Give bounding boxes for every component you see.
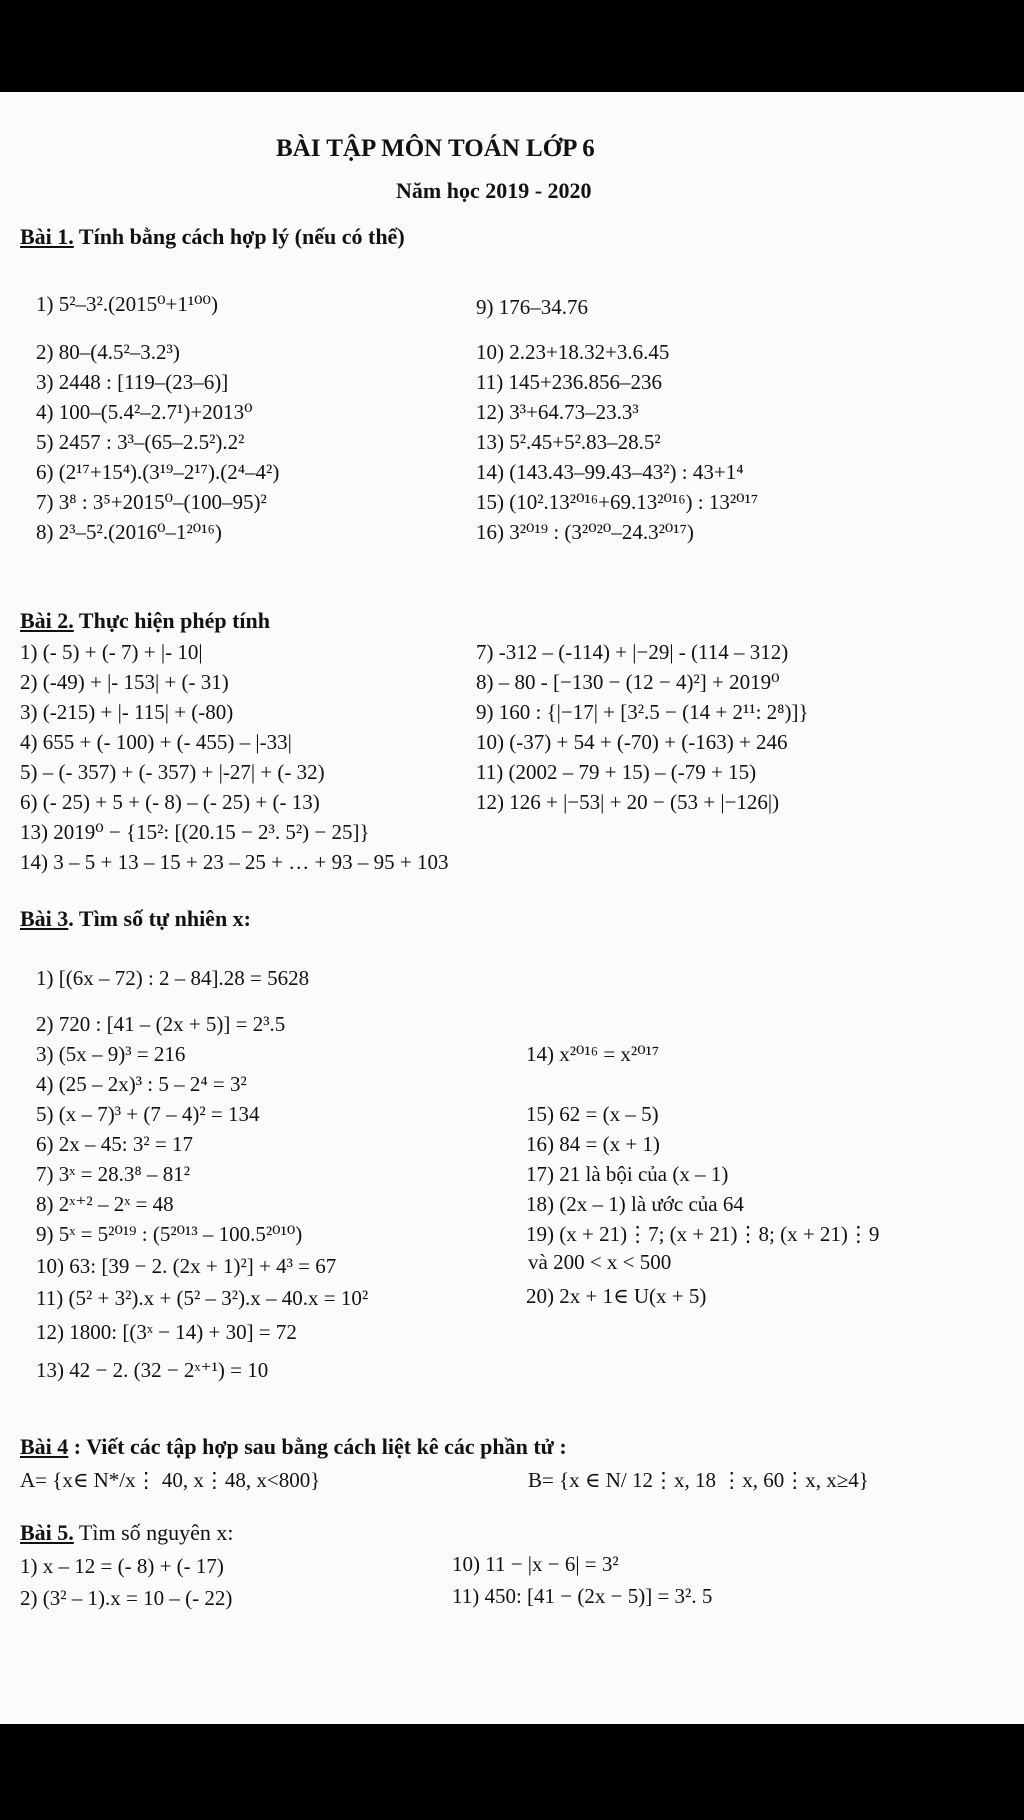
- bai3-item: 10) 63: [39 − 2. (2x + 1)²] + 4³ = 67: [36, 1254, 337, 1278]
- bai1-item: 10) 2.23+18.32+3.6.45: [476, 340, 670, 364]
- bai1-title: Tính bằng cách hợp lý (nếu có thể): [78, 224, 405, 249]
- bai3-item: 20) 2x + 1∈ U(x + 5): [526, 1284, 707, 1308]
- bai5-item: 2) (3² – 1).x = 10 – (- 22): [20, 1586, 233, 1610]
- page-title: BÀI TẬP MÔN TOÁN LỚP 6: [276, 135, 595, 162]
- bai5-title: Tìm số nguyên x:: [73, 1520, 234, 1545]
- bai3-item: 6) 2x – 45: 3² = 17: [36, 1132, 193, 1156]
- bai1-item: 12) 3³+64.73–23.3³: [476, 400, 639, 424]
- bai3-item: 14) x²⁰¹⁶ = x²⁰¹⁷: [526, 1042, 660, 1066]
- bai5-item: 10) 11 − |x − 6| = 3²: [452, 1552, 619, 1576]
- bai1-item: 5) 2457 : 3³–(65–2.5²).2²: [36, 430, 245, 454]
- bai1-item: 11) 145+236.856–236: [476, 370, 663, 394]
- bai3-title: . Tìm số tự nhiên x:: [68, 906, 252, 931]
- bai3-item: 7) 3ˣ = 28.3⁸ – 81²: [36, 1162, 191, 1186]
- bai3-item: 3) (5x – 9)³ = 216: [36, 1042, 186, 1066]
- bai2-item: 6) (- 25) + 5 + (- 8) – (- 25) + (- 13): [20, 790, 320, 814]
- bai2-item: 12) 126 + |−53| + 20 − (53 + |−126|): [476, 790, 780, 814]
- bai1-item: 8) 2³–5².(2016⁰–1²⁰¹⁶): [36, 520, 222, 544]
- bai1-item: 2) 80–(4.5²–3.2³): [36, 340, 180, 364]
- worksheet-page: [0, 92, 1024, 1724]
- bai2-item: 5) – (- 357) + (- 357) + |-27| + (- 32): [20, 760, 325, 784]
- bai3-item: 4) (25 – 2x)³ : 5 – 2⁴ = 3²: [36, 1072, 247, 1096]
- bai2-item: 4) 655 + (- 100) + (- 455) – |-33|: [20, 730, 292, 754]
- school-year: Năm học 2019 - 2020: [396, 178, 592, 203]
- bai2-item: 14) 3 – 5 + 13 – 15 + 23 – 25 + … + 93 – 95 + 103: [20, 850, 449, 874]
- bai2-item: 7) -312 – (-114) + |−29| - (114 – 312): [476, 640, 789, 664]
- bai3-item: 18) (2x – 1) là ước của 64: [526, 1192, 744, 1216]
- bai3-item: và 200 < x < 500: [528, 1250, 672, 1274]
- bai3-heading: [20, 908, 251, 930]
- bai1-item: 3) 2448 : [119–(23–6)]: [36, 370, 229, 394]
- bai2-label: Bài 2.: [20, 608, 74, 633]
- bai5-item: 1) x – 12 = (- 8) + (- 17): [20, 1554, 224, 1578]
- bai3-item: 19) (x + 21)⋮7; (x + 21)⋮8; (x + 21)⋮9: [526, 1222, 880, 1246]
- bai4-title: : Viết các tập hợp sau bằng cách liệt kê các phần tử :: [68, 1434, 567, 1459]
- bai1-label: Bài 1.: [20, 224, 74, 249]
- bai2-item: 10) (-37) + 54 + (-70) + (-163) + 246: [476, 730, 788, 754]
- bai1-item: 4) 100–(5.4²–2.7¹)+2013⁰: [36, 400, 253, 424]
- bai1-item: 9) 176–34.76: [476, 295, 588, 319]
- bai3-item: 17) 21 là bội của (x – 1): [526, 1162, 729, 1186]
- bai1-item: 7) 3⁸ : 3⁵+2015⁰–(100–95)²: [36, 490, 267, 514]
- bai5-label: Bài 5.: [20, 1520, 74, 1545]
- bai3-item: 9) 5ˣ = 5²⁰¹⁹ : (5²⁰¹³ – 100.5²⁰¹⁰): [36, 1222, 303, 1246]
- bai1-item: 1) 5²–3².(2015⁰+1¹⁰⁰): [36, 292, 218, 316]
- bai3-item: 8) 2ˣ⁺² – 2ˣ = 48: [36, 1192, 174, 1216]
- bai2-item: 11) (2002 – 79 + 15) – (-79 + 15): [476, 760, 757, 784]
- bai3-item: 5) (x – 7)³ + (7 – 4)² = 134: [36, 1102, 260, 1126]
- bai5-item: 11) 450: [41 − (2x − 5)] = 3². 5: [452, 1584, 713, 1608]
- bai2-item: 13) 2019⁰ − {15²: [(20.15 − 2³. 5²) − 25]}: [20, 820, 370, 844]
- bai5-heading: [20, 1522, 234, 1544]
- bai1-item: 16) 3²⁰¹⁹ : (3²⁰²⁰–24.3²⁰¹⁷): [476, 520, 694, 544]
- bai1-item: 15) (10².13²⁰¹⁶+69.13²⁰¹⁶) : 13²⁰¹⁷: [476, 490, 759, 514]
- bai1-item: 14) (143.43–99.43–43²) : 43+1⁴: [476, 460, 744, 484]
- bai1-item: 6) (2¹⁷+15⁴).(3¹⁹–2¹⁷).(2⁴–4²): [36, 460, 280, 484]
- bai2-item: 2) (-49) + |- 153| + (- 31): [20, 670, 229, 694]
- bai3-item: 16) 84 = (x + 1): [526, 1132, 660, 1156]
- bai2-item: 3) (-215) + |- 115| + (-80): [20, 700, 234, 724]
- bai2-title: Thực hiện phép tính: [78, 608, 271, 633]
- bai1-item: 13) 5².45+5².83–28.5²: [476, 430, 661, 454]
- bai3-item: 12) 1800: [(3ˣ − 14) + 30] = 72: [36, 1320, 297, 1344]
- bai3-item: 2) 720 : [41 – (2x + 5)] = 2³.5: [36, 1012, 286, 1036]
- bai2-item: 8) – 80 - [−130 − (12 − 4)²] + 2019⁰: [476, 670, 780, 694]
- bai3-item: 11) (5² + 3²).x + (5² – 3²).x – 40.x = 10²: [36, 1286, 369, 1310]
- bai3-label: Bài 3: [20, 906, 69, 931]
- bai3-item: 15) 62 = (x – 5): [526, 1102, 659, 1126]
- bai3-item: 13) 42 − 2. (32 − 2ˣ⁺¹) = 10: [36, 1358, 269, 1382]
- bai1-heading: [20, 226, 405, 248]
- bai3-item: 1) [(6x – 72) : 2 – 84].28 = 5628: [36, 966, 310, 990]
- set-b: B= {x ∈ N/ 12⋮x, 18 ⋮x, 60⋮x, x≥4}: [528, 1468, 869, 1492]
- bai4-label: Bài 4: [20, 1434, 69, 1459]
- bai2-item: 9) 160 : {|−17| + [3².5 − (14 + 2¹¹: 2⁸)]}: [476, 700, 809, 724]
- bai2-item: 1) (- 5) + (- 7) + |- 10|: [20, 640, 203, 664]
- bai4-heading: [20, 1436, 567, 1458]
- set-a: A= {x∈ N*/x⋮ 40, x⋮48, x<800}: [20, 1468, 321, 1492]
- bai2-heading: [20, 610, 270, 632]
